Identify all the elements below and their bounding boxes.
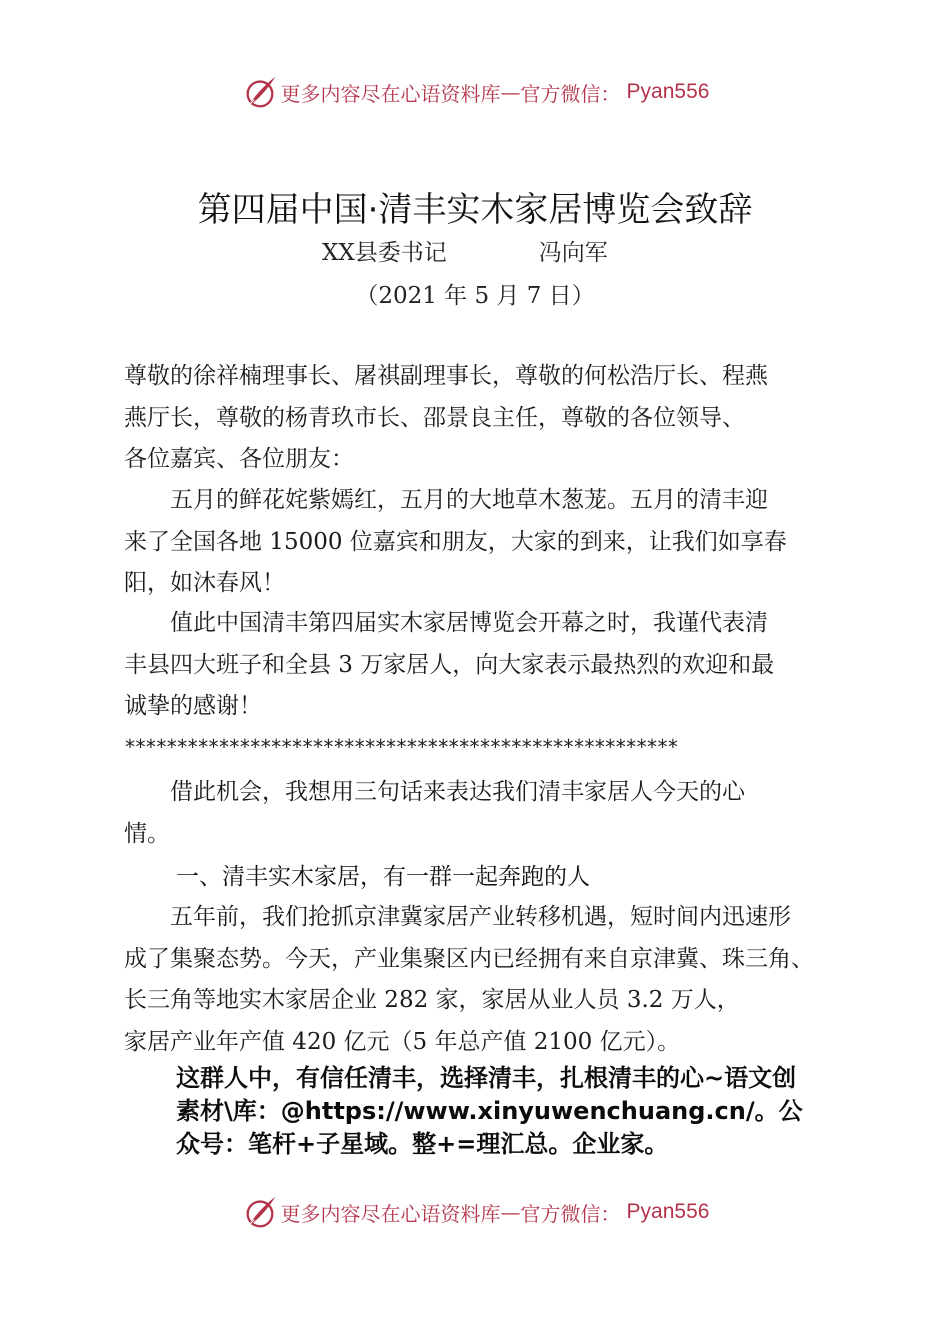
paragraph-welcome xyxy=(124,603,774,728)
author-name: 冯向军 xyxy=(538,240,608,266)
text-line: 诚挚的感谢！ xyxy=(124,693,262,719)
greeting-paragraph xyxy=(124,356,768,481)
author-line xyxy=(322,234,608,267)
bold-line: 这群人中，有信任清丰，选择清丰，扎根清丰的心~语文创 xyxy=(176,1064,797,1092)
watermark-wechat-id: Pyan556 xyxy=(626,1200,710,1223)
text-line: 长三角等地实木家居企业 282 家，家居从业人员 3.2 万人， xyxy=(124,987,740,1013)
header-watermark xyxy=(0,72,950,112)
bold-note xyxy=(176,1062,803,1161)
text-line: 尊敬的徐祥楠理事长、屠祺副理事长，尊敬的何松浩厅长、程燕 xyxy=(124,363,768,389)
watermark-wechat-label: 官方微信： xyxy=(520,81,621,106)
asterisk-separator: ***************************************************** xyxy=(124,735,678,759)
watermark-separator: — xyxy=(500,80,521,104)
text-line: 阳，如沐春风！ xyxy=(124,570,285,596)
text-line: 各位嘉宾、各位朋友： xyxy=(124,446,354,472)
text-line: 借此机会，我想用三句话来表达我们清丰家居人今天的心 xyxy=(124,779,745,805)
author-title: XX县委书记 xyxy=(322,240,447,266)
paragraph-five-years xyxy=(124,897,814,1063)
watermark-wechat-id: Pyan556 xyxy=(626,80,710,103)
watermark-text: 更多内容尽在心语资料库 xyxy=(280,81,501,106)
bold-line: 众号：笔杆+子星域。整+=理汇总。企业家。 xyxy=(176,1130,669,1158)
watermark-separator: — xyxy=(500,1200,521,1224)
watermark-wechat-label: 官方微信： xyxy=(520,1201,621,1226)
text-line: 来了全国各地 15000 位嘉宾和朋友，大家的到来，让我们如享春 xyxy=(124,528,787,555)
paragraph-may-flowers xyxy=(124,480,787,605)
text-line: 成了集聚态势。今天，产业集聚区内已经拥有来自京津冀、珠三角、 xyxy=(124,945,814,972)
document-title: 第四届中国·清丰实木家居博览会致辞 xyxy=(197,190,753,230)
text-line: 情。 xyxy=(124,820,170,847)
paragraph-three-sentences xyxy=(124,772,745,855)
text-line: 五年前，我们抢抓京津冀家居产业转移机遇，短时间内迅速形 xyxy=(124,904,791,930)
text-line: 五月的鲜花姹紫嫣红，五月的大地草木葱茏。五月的清丰迎 xyxy=(124,487,768,513)
text-line: 家居产业年产值 420 亿元（5 年总产值 2100 亿元）。 xyxy=(124,1028,681,1055)
quill-logo-icon xyxy=(241,1193,279,1231)
footer-watermark xyxy=(0,1192,950,1232)
section-heading-1: 一、清丰实木家居，有一群一起奔跑的人 xyxy=(176,864,590,890)
bold-line: 素材\库：@https://www.xinyuwenchuang.cn/。公 xyxy=(176,1097,803,1125)
speech-date: （2021 年 5 月 7 日） xyxy=(355,283,595,309)
text-line: 丰县四大班子和全县 3 万家居人，向大家表示最热烈的欢迎和最 xyxy=(124,651,775,678)
watermark-text: 更多内容尽在心语资料库 xyxy=(280,1201,501,1226)
text-line: 值此中国清丰第四届实木家居博览会开幕之时，我谨代表清 xyxy=(124,610,768,636)
quill-logo-icon xyxy=(241,73,279,111)
text-line: 燕厅长，尊敬的杨青玖市长、邵景良主任，尊敬的各位领导、 xyxy=(124,404,745,431)
